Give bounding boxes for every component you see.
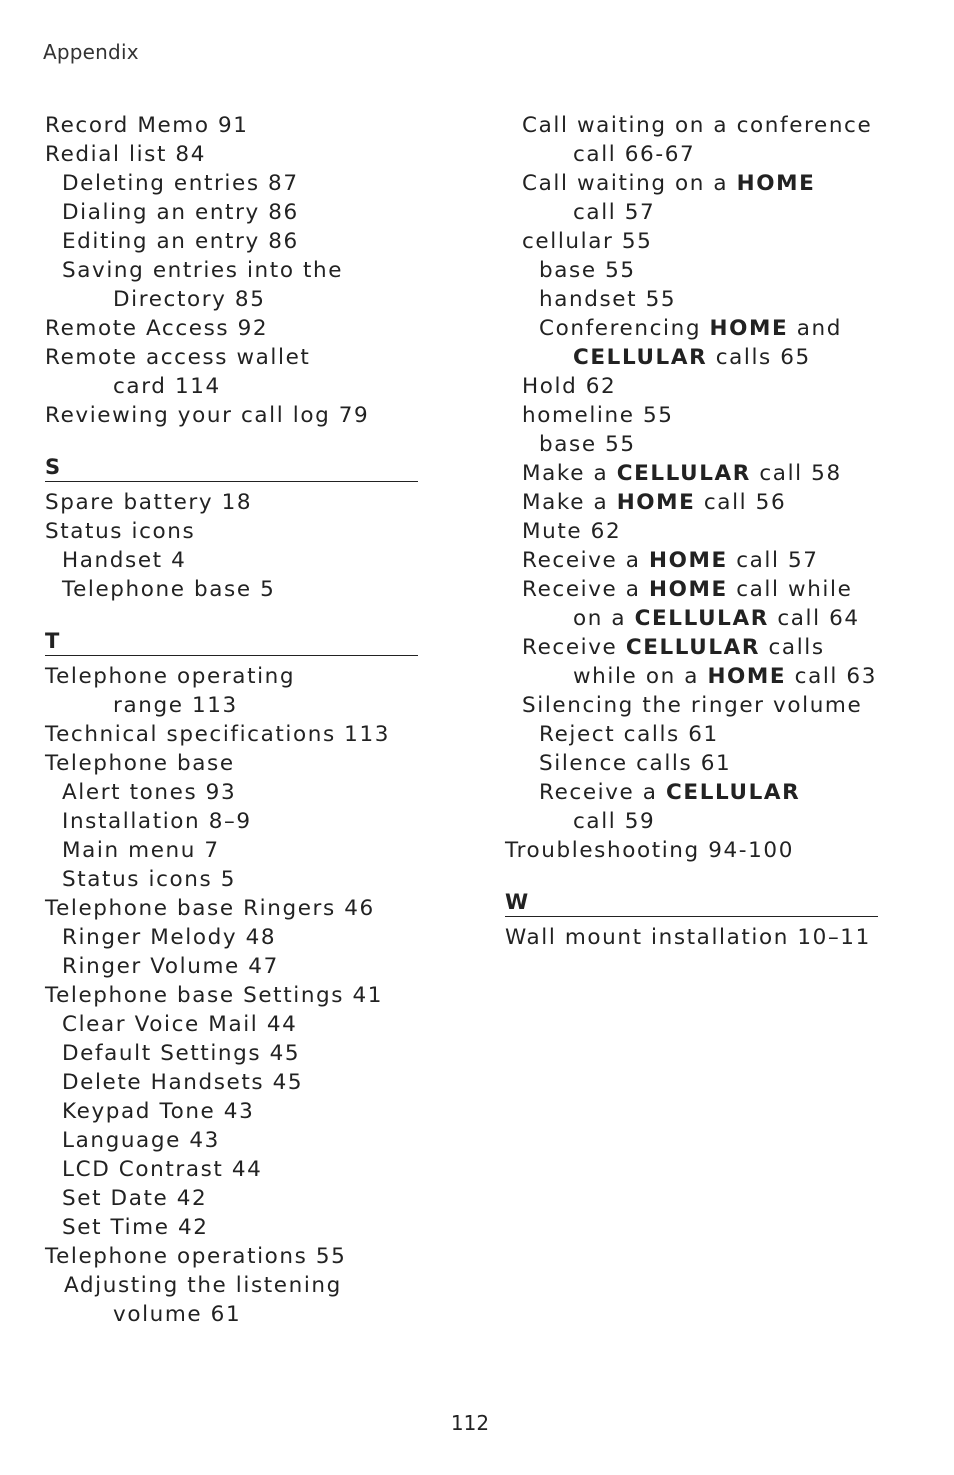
index-subentry: Telephone base 5 [62, 577, 276, 602]
index-continuation: call 57 [573, 200, 656, 225]
index-subentry: Language 43 [62, 1128, 220, 1153]
index-subentry: Saving entries into the [62, 258, 344, 283]
index-entry: Telephone base Settings 41 [45, 983, 384, 1008]
index-entry: Telephone operations 55 [45, 1244, 347, 1269]
index-entry: Remote access wallet [45, 345, 311, 370]
index-entry: Spare battery 18 [45, 490, 253, 515]
index-subentry: Dialing an entry 86 [62, 200, 299, 225]
index-subentry: Installation 8–9 [62, 809, 252, 834]
index-subsubentry: Receive a CELLULAR [539, 780, 801, 805]
index-subentry: Set Time 42 [62, 1215, 209, 1240]
index-continuation: call 66-67 [573, 142, 696, 167]
index-subentry: Receive CELLULAR calls [522, 635, 825, 660]
index-entry: Technical specifications 113 [45, 722, 391, 747]
index-subentry: Adjusting the listening [64, 1273, 342, 1298]
index-subentry: Keypad Tone 43 [62, 1099, 255, 1124]
page-number: 112 [450, 1411, 490, 1435]
index-subentry: Hold 62 [522, 374, 617, 399]
section-letter-w: W [505, 890, 878, 917]
index-entry: Reviewing your call log 79 [45, 403, 370, 428]
index-continuation: volume 61 [113, 1302, 242, 1327]
index-subentry: Default Settings 45 [62, 1041, 301, 1066]
index-subentry: Receive a HOME call while [522, 577, 853, 602]
index-entry: Remote Access 92 [45, 316, 269, 341]
index-subentry: Mute 62 [522, 519, 622, 544]
index-subentry: Set Date 42 [62, 1186, 208, 1211]
index-subentry: LCD Contrast 44 [62, 1157, 263, 1182]
index-entry: Telephone base Ringers 46 [45, 896, 375, 921]
index-continuation: Directory 85 [113, 287, 266, 312]
index-continuation: range 113 [113, 693, 238, 718]
index-subentry: Main menu 7 [62, 838, 220, 863]
section-letter-t: T [45, 629, 418, 656]
index-entry: Telephone base [45, 751, 235, 776]
index-subsubentry: Reject calls 61 [539, 722, 719, 747]
index-subsubentry: Conferencing HOME and [539, 316, 842, 341]
index-subentry: Deleting entries 87 [62, 171, 299, 196]
index-entry: Redial list 84 [45, 142, 206, 167]
index-continuation: call 59 [573, 809, 656, 834]
index-subsubentry: base 55 [539, 432, 636, 457]
index-subentry: Editing an entry 86 [62, 229, 299, 254]
index-column-right [505, 111, 878, 952]
index-subentry: Silencing the ringer volume [522, 693, 863, 718]
index-subentry: Call waiting on a conference [522, 113, 873, 138]
index-subentry: Status icons 5 [62, 867, 237, 892]
section-letter-s: S [45, 455, 418, 482]
index-subentry: Receive a HOME call 57 [522, 548, 819, 573]
index-subsubentry: base 55 [539, 258, 636, 283]
index-continuation: card 114 [113, 374, 221, 399]
index-continuation: on a CELLULAR call 64 [573, 606, 860, 631]
index-subentry: Call waiting on a HOME [522, 171, 816, 196]
index-subentry: Make a HOME call 56 [522, 490, 787, 515]
index-subentry: Delete Handsets 45 [62, 1070, 304, 1095]
index-entry: Troubleshooting 94-100 [505, 838, 794, 863]
index-subentry: Ringer Volume 47 [62, 954, 279, 979]
index-subentry: Alert tones 93 [62, 780, 237, 805]
running-header: Appendix [43, 40, 139, 64]
index-subentry: Clear Voice Mail 44 [62, 1012, 298, 1037]
index-subentry: homeline 55 [522, 403, 674, 428]
index-column-left [45, 111, 418, 1329]
index-continuation: while on a HOME call 63 [573, 664, 877, 689]
index-entry: Record Memo 91 [45, 113, 249, 138]
index-subentry: Make a CELLULAR call 58 [522, 461, 842, 486]
index-subsubentry: Silence calls 61 [539, 751, 732, 776]
index-subentry: cellular 55 [522, 229, 653, 254]
index-entry: Wall mount installation 10–11 [505, 925, 871, 950]
index-subentry: Ringer Melody 48 [62, 925, 277, 950]
index-entry: Telephone operating [45, 664, 296, 689]
index-continuation: CELLULAR calls 65 [573, 345, 811, 370]
index-subsubentry: handset 55 [539, 287, 677, 312]
index-subentry: Handset 4 [62, 548, 187, 573]
index-entry: Status icons [45, 519, 196, 544]
